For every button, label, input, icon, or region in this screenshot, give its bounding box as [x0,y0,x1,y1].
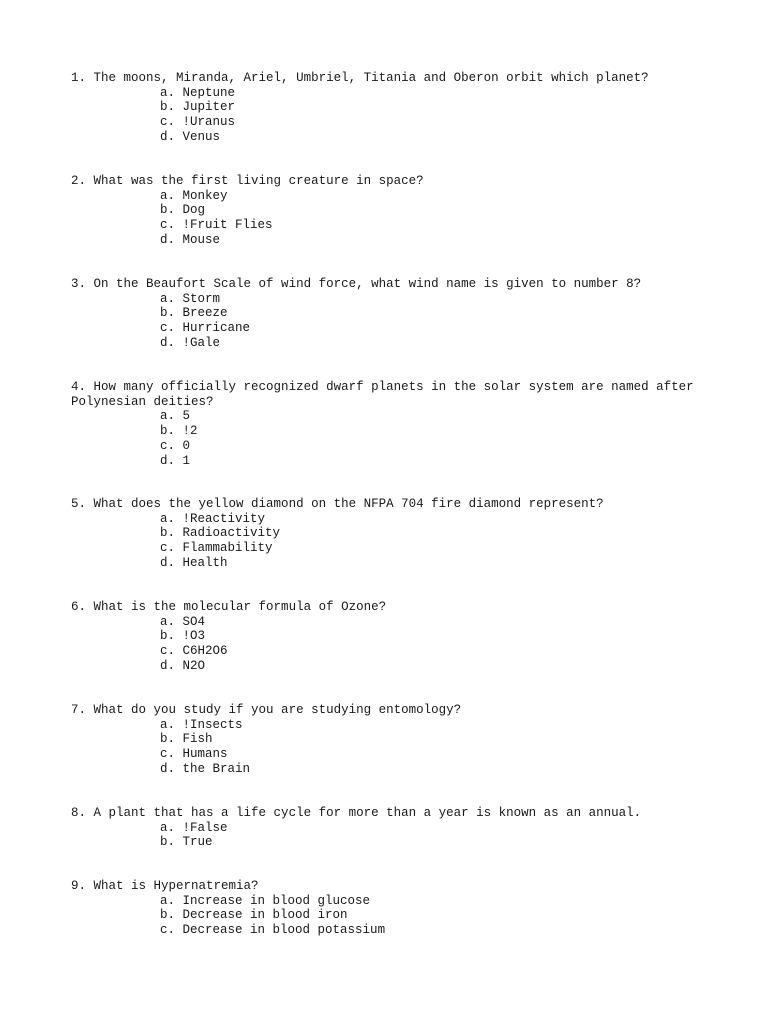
option-letter: b. [160,629,176,644]
question-4 [71,380,711,468]
option-text: !False [182,820,228,835]
answer-option [71,115,711,130]
question-prompt: What was the first living creature in space? [93,174,424,188]
option-text: Monkey [182,188,228,203]
answer-option [71,718,711,733]
answer-options [71,292,711,351]
question-text [71,174,711,189]
option-text: Humans [182,747,228,762]
question-text [71,71,711,86]
option-letter: c. [160,218,176,233]
question-prompt: What do you study if you are studying entomology? [93,703,462,717]
option-text: Decrease in blood potassium [182,923,386,938]
answer-option [71,659,711,674]
answer-options [71,189,711,248]
option-text: 0 [182,438,191,453]
option-text: the Brain [182,761,251,776]
answer-option [71,512,711,527]
option-letter: b. [160,424,176,439]
answer-option [71,454,711,469]
question-prompt: What is the molecular formula of Ozone? [93,600,387,614]
option-letter: a. [160,409,176,424]
question-number: 4. [71,380,87,394]
answer-option [71,835,711,850]
question-prompt: The moons, Miranda, Ariel, Umbriel, Titania and Oberon orbit which planet? [93,71,649,85]
option-letter: c. [160,747,176,762]
answer-option [71,439,711,454]
option-letter: c. [160,644,176,659]
option-text: 1 [182,453,191,468]
answer-option [71,100,711,115]
option-letter: c. [160,923,176,938]
option-text: !Uranus [182,115,236,130]
question-number: 8. [71,806,87,820]
question-3 [71,277,711,351]
option-letter: c. [160,321,176,336]
option-text: !Insects [182,717,243,732]
option-text: !Gale [182,335,221,350]
question-number: 1. [71,71,87,85]
question-prompt: What does the yellow diamond on the NFPA 704 fire diamond represent? [93,497,604,511]
option-letter: a. [160,893,176,908]
option-letter: c. [160,438,176,453]
answer-option [71,644,711,659]
question-number: 7. [71,703,87,717]
answer-option [71,629,711,644]
answer-option [71,218,711,233]
answer-option [71,292,711,307]
answer-option [71,409,711,424]
answer-option [71,86,711,101]
question-prompt: On the Beaufort Scale of wind force, what wind name is given to number 8? [93,277,642,291]
question-text [71,879,711,894]
option-letter: a. [160,511,176,526]
option-text: !O3 [182,629,206,644]
option-letter: a. [160,188,176,203]
option-text: True [182,835,213,850]
option-letter: a. [160,614,176,629]
option-text: !Fruit Flies [182,218,273,233]
question-prompt: A plant that has a life cycle for more than a year is known as an annual. [93,806,642,820]
answer-options [71,718,711,777]
answer-option [71,732,711,747]
question-text [71,703,711,718]
question-2 [71,174,711,248]
answer-options [71,512,711,571]
answer-options [71,615,711,674]
answer-option [71,556,711,571]
question-1 [71,71,711,145]
question-text [71,277,711,292]
answer-options [71,86,711,145]
answer-option [71,821,711,836]
option-letter: a. [160,820,176,835]
option-text: Storm [182,291,221,306]
option-letter: a. [160,85,176,100]
answer-options [71,821,711,850]
answer-option [71,615,711,630]
option-text: Radioactivity [182,526,281,541]
answer-option [71,526,711,541]
answer-option [71,541,711,556]
option-text: C6H2O6 [182,644,228,659]
option-letter: b. [160,732,176,747]
question-prompt: How many officially recognized dwarf planets in the solar system are named after Polynesian deities? [71,380,702,409]
question-7 [71,703,711,777]
option-letter: c. [160,541,176,556]
answer-option [71,130,711,145]
option-text: Breeze [182,306,228,321]
answer-option [71,747,711,762]
option-text: Mouse [182,232,221,247]
option-text: Fish [182,732,213,747]
question-prompt: What is Hypernatremia? [93,879,259,893]
question-number: 5. [71,497,87,511]
question-text [71,600,711,615]
answer-options [71,894,711,938]
option-text: !Reactivity [182,511,266,526]
option-letter: b. [160,835,176,850]
option-text: Hurricane [182,321,251,336]
option-letter: b. [160,203,176,218]
option-letter: b. [160,306,176,321]
answer-option [71,894,711,909]
option-text: Flammability [182,541,273,556]
option-letter: d. [160,129,176,144]
question-number: 3. [71,277,87,291]
option-letter: d. [160,453,176,468]
answer-option [71,233,711,248]
option-letter: d. [160,232,176,247]
answer-option [71,923,711,938]
option-letter: b. [160,908,176,923]
answer-options [71,409,711,468]
question-number: 2. [71,174,87,188]
option-text: Dog [182,203,206,218]
option-letter: b. [160,526,176,541]
question-text [71,497,711,512]
option-letter: c. [160,115,176,130]
option-text: 5 [182,409,191,424]
option-letter: d. [160,335,176,350]
question-number: 6. [71,600,87,614]
answer-option [71,321,711,336]
question-text [71,806,711,821]
question-9 [71,879,711,938]
option-text: !2 [182,424,198,439]
answer-option [71,908,711,923]
option-text: SO4 [182,614,206,629]
option-text: Venus [182,129,221,144]
option-letter: d. [160,555,176,570]
option-letter: d. [160,761,176,776]
question-number: 9. [71,879,87,893]
option-text: Jupiter [182,100,236,115]
option-letter: d. [160,658,176,673]
option-letter: a. [160,717,176,732]
option-text: Increase in blood glucose [182,893,371,908]
option-text: Health [182,555,228,570]
answer-option [71,336,711,351]
option-letter: a. [160,291,176,306]
question-8 [71,806,711,850]
option-letter: b. [160,100,176,115]
answer-option [71,189,711,204]
answer-option [71,762,711,777]
answer-option [71,424,711,439]
question-text [71,380,711,409]
question-5 [71,497,711,571]
option-text: Decrease in blood iron [182,908,348,923]
option-text: N2O [182,658,206,673]
question-6 [71,600,711,674]
answer-option [71,306,711,321]
option-text: Neptune [182,85,236,100]
answer-option [71,203,711,218]
